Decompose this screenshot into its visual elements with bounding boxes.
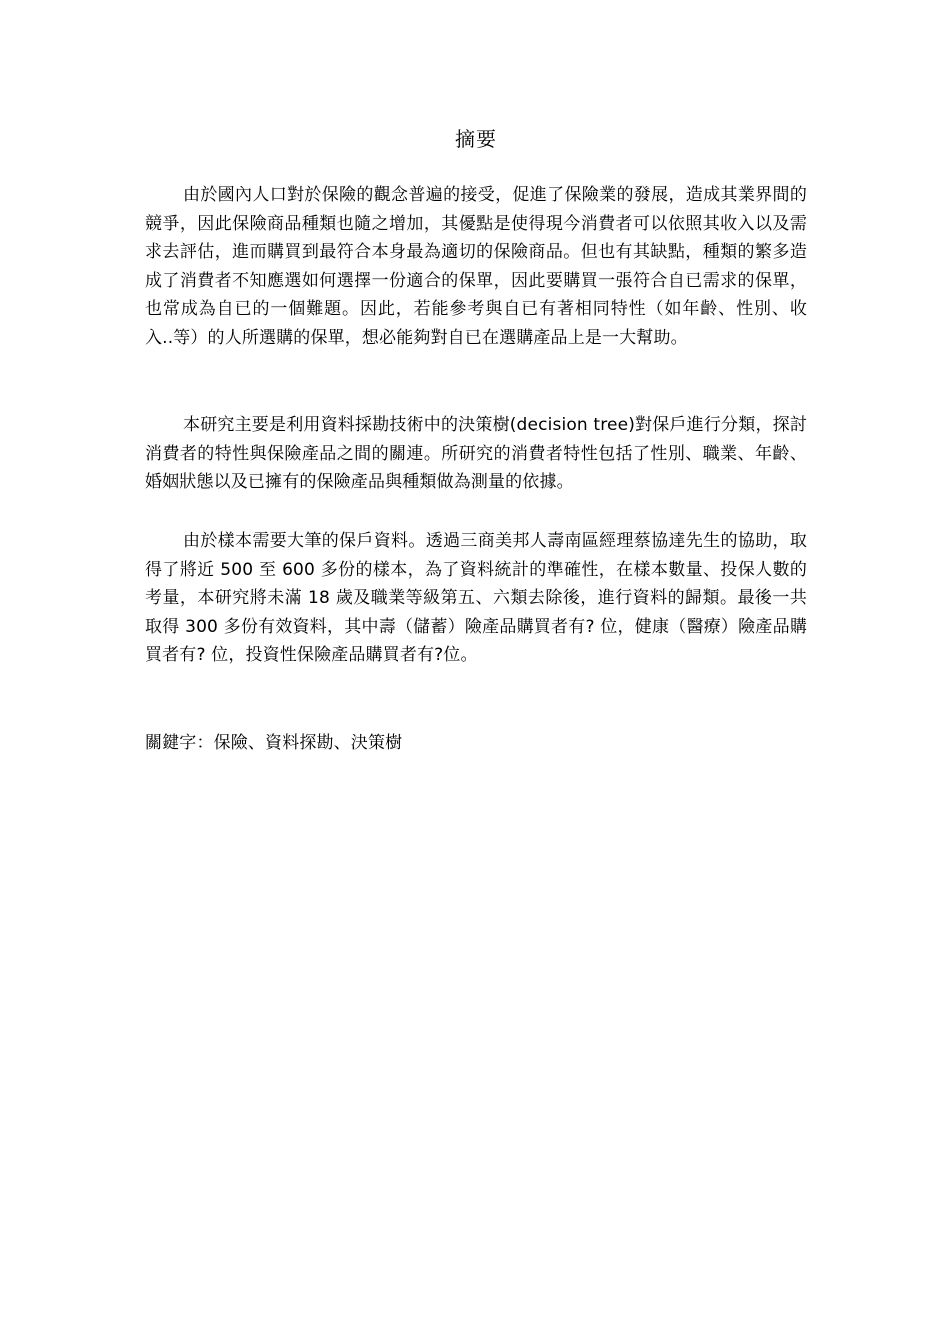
abstract-paragraph-2: 本研究主要是利用資料採勘技術中的決策樹(decision tree)對保戶進行分類，探討消費者的特性與保險產品之間的關連。所研究的消費者特性包括了性別、職業、年齡、婚姻狀態以及已擁有的保險產品與種類做為測量的依據。	[145, 415, 807, 492]
abstract-paragraph-1: 由於國內人口對於保險的觀念普遍的接受，促進了保險業的發展，造成其業界間的競爭，因此保險商品種類也隨之增加，其優點是使得現今消費者可以依照其收入以及需求去評估，進而購買到最符合本身最為適切的保險商品。但也有其缺點，種類的繁多造成了消費者不知應選如何選擇一份適合的保單，因此要購買一張符合自已需求的保單，也常成為自已的一個難題。因此，若能參考與自已有著相同特性（如年齡、性別、收入..等）的人所選購的保單，想必能夠對自已在選購產品上是一大幫助。	[145, 185, 807, 348]
abstract-title: 摘要	[455, 127, 497, 151]
keywords-line: 關鍵字：保險、資料探勘、決策樹	[145, 733, 403, 753]
abstract-paragraph-3: 由於樣本需要大筆的保戶資料。透過三商美邦人壽南區經理蔡協達先生的協助，取得了將近 500 至 600 多份的樣本，為了資料統計的準確性，在樣本數量、投保人數的考量，本研究將未滿 18 歲及職業等級第五、六類去除後，進行資料的歸類。最後一共取得 300 多份有效資料，其中壽（儲蓄）險產品購買者有? 位，健康（醫療）險產品購買者有? 位，投資性保險產品購買者有?位。	[145, 531, 807, 665]
